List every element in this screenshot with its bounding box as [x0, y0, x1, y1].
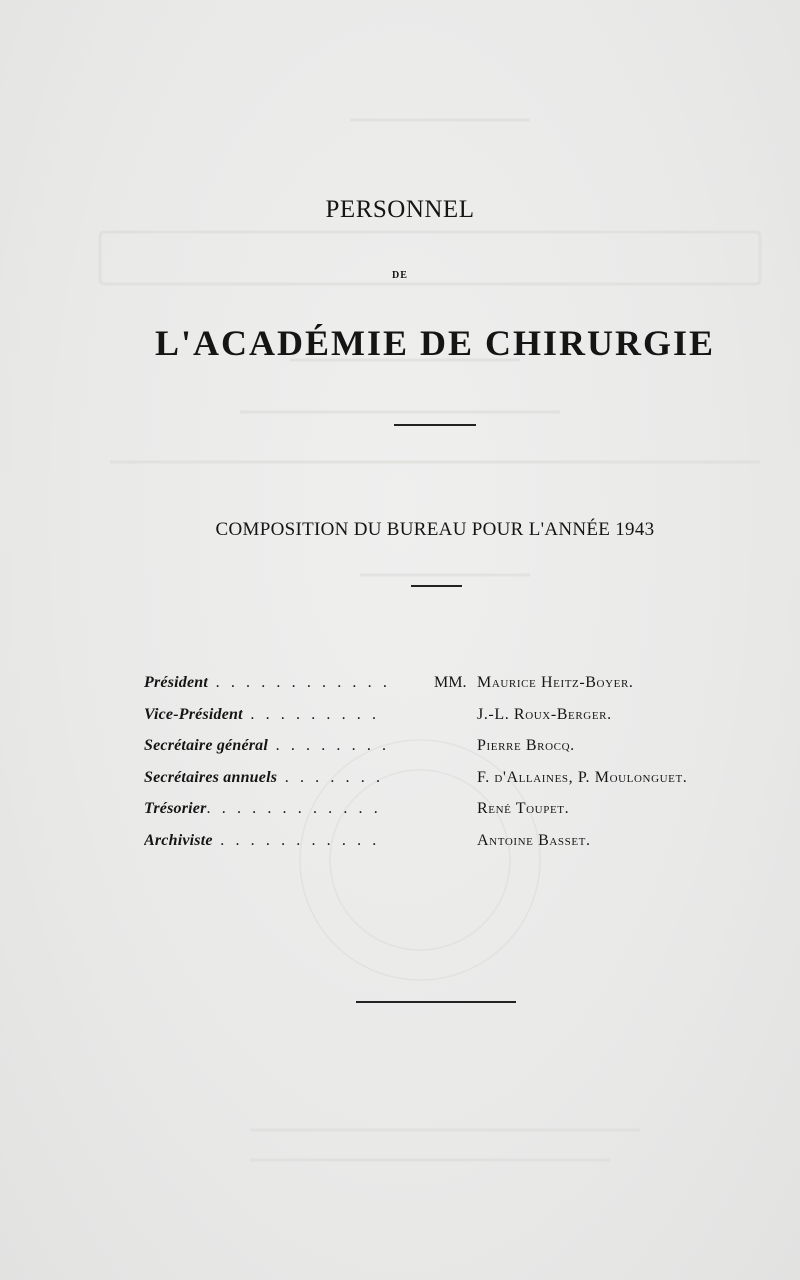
- member-name: René Toupet.: [477, 800, 570, 817]
- bureau-row-archiviste: [144, 830, 744, 862]
- role-text: Secrétaires annuels: [144, 768, 278, 786]
- role-label: [144, 769, 434, 787]
- leader-dots: . . . . . . . .: [268, 737, 390, 754]
- divider-rule: [411, 585, 462, 587]
- member-name: Pierre Brocq.: [477, 737, 575, 754]
- bureau-row-secretaire-general: [144, 735, 744, 767]
- bureau-list: [144, 672, 744, 861]
- bureau-row-tresorier: [144, 798, 744, 830]
- role-text: Président: [144, 674, 209, 691]
- leader-dots: . . . . . . .: [277, 768, 384, 786]
- leader-dots: . . . . . . . . .: [242, 705, 380, 723]
- bureau-row-vice-president: [144, 704, 744, 736]
- member-name: Maurice Heitz-Boyer.: [477, 674, 634, 691]
- role-label: [144, 737, 434, 755]
- member-name: Antoine Basset.: [477, 831, 591, 849]
- role-text: Secrétaire général: [144, 737, 269, 754]
- role-label: [144, 674, 434, 692]
- role-label: [144, 706, 434, 724]
- honorific: MM.: [434, 674, 467, 691]
- title-academie: L'ACADÉMIE DE CHIRURGIE: [154, 323, 716, 363]
- bureau-row-secretaires-annuels: [144, 767, 744, 799]
- role-text: Archiviste: [144, 831, 213, 849]
- title-personnel: PERSONNEL: [325, 196, 475, 223]
- title-de: DE: [392, 270, 408, 281]
- member-name: J.-L. Roux-Berger.: [477, 705, 612, 723]
- section-heading: COMPOSITION DU BUREAU POUR L'ANNÉE 1943: [215, 519, 655, 540]
- bureau-row-president: [144, 672, 744, 704]
- leader-dots: . . . . . . . . . . . .: [206, 800, 382, 817]
- role-label: [144, 832, 434, 850]
- divider-rule: [394, 424, 476, 426]
- role-label: [144, 800, 434, 818]
- leader-dots: . . . . . . . . . . . .: [208, 674, 391, 691]
- role-text: Vice-Président: [144, 705, 243, 723]
- leader-dots: . . . . . . . . . . .: [212, 831, 380, 849]
- closing-rule: [356, 1001, 516, 1003]
- role-text: Trésorier: [144, 800, 207, 817]
- member-name: F. d'Allaines, P. Moulonguet.: [477, 768, 688, 786]
